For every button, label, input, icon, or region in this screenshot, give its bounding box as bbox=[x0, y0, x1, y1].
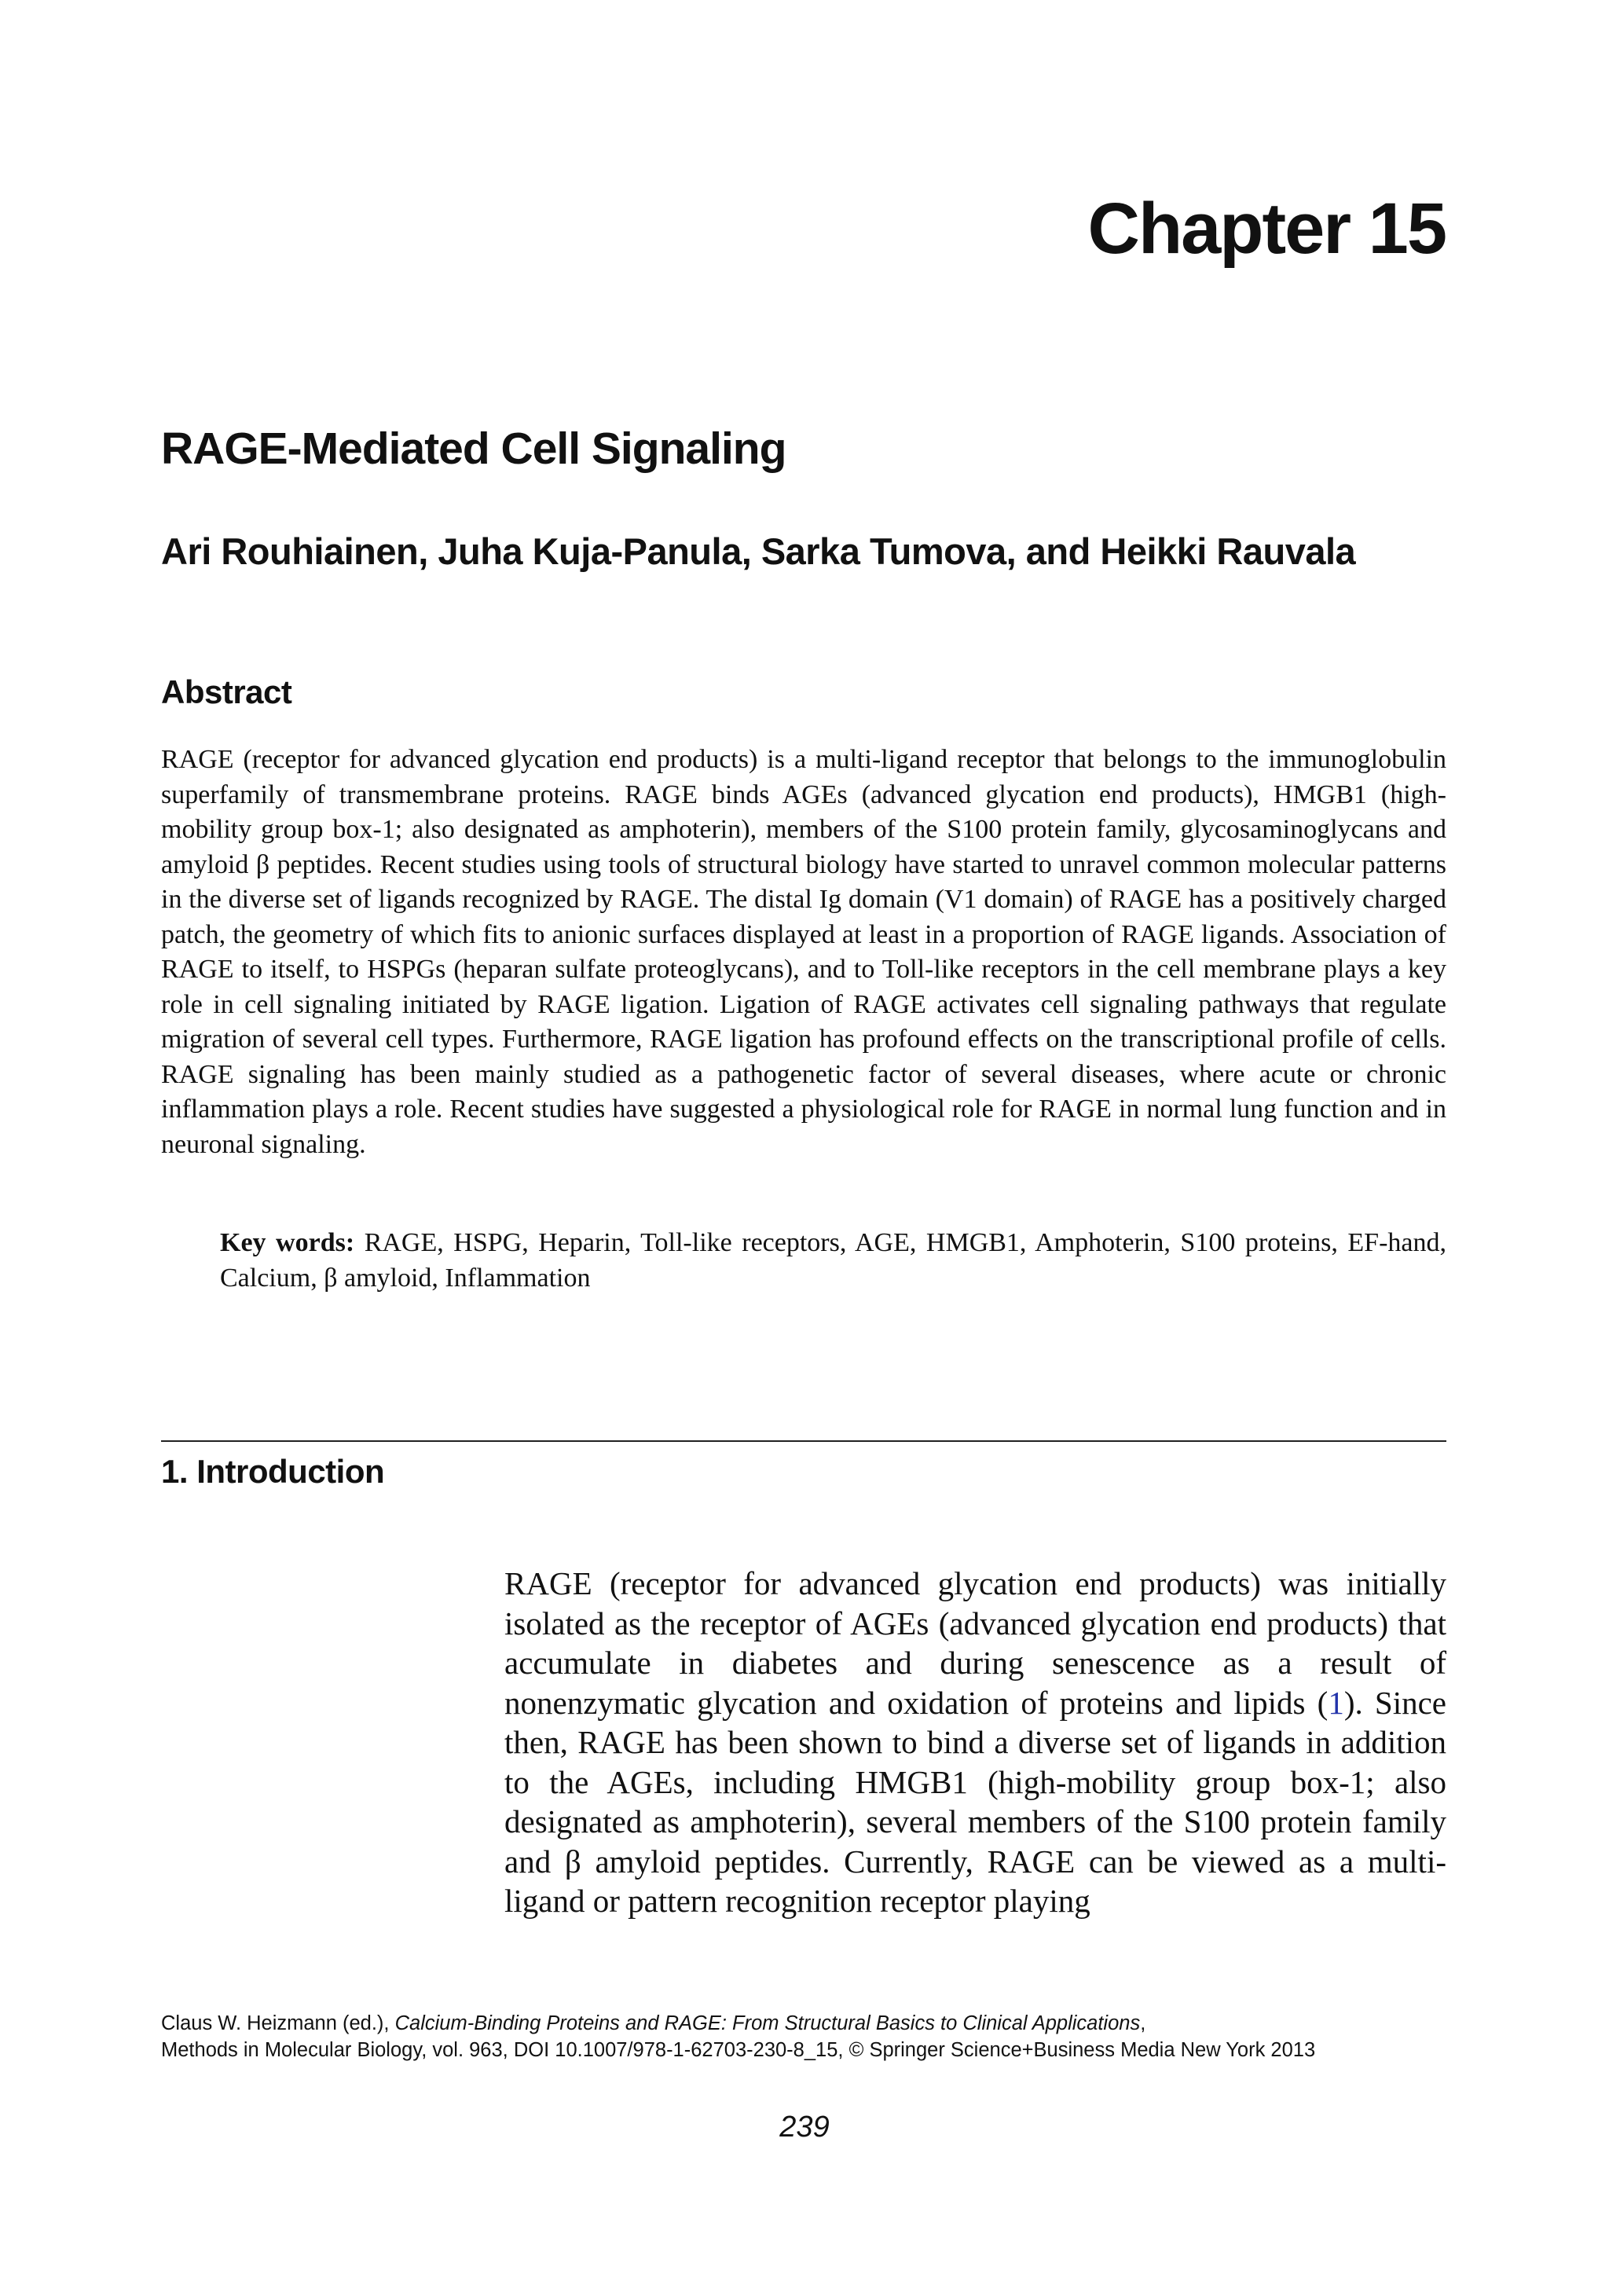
abstract-text: RAGE (receptor for advanced glycation end products) is a multi-ligand receptor that belongs to the immunoglobulin superfamily of transmembrane proteins. RAGE binds AGEs (advanced glycation end products), HMGB1 (high-mobility group box-1; also designated as amphoterin), members of the S100 protein family, glycosaminoglycans and amyloid β peptides. Recent studies using tools of structural biology have started to unravel common molecular patterns in the diverse set of ligands recognized by RAGE. The distal Ig domain (V1 domain) of RAGE has a positively charged patch, the geometry of which fits to anionic surfaces displayed at least in a proportion of RAGE ligands. Association of RAGE to itself, to HSPGs (heparan sulfate proteoglycans), and to Toll-like receptors in the cell membrane plays a key role in cell signaling initiated by RAGE ligation. Ligation of RAGE activates cell signaling pathways that regulate migration of several cell types. Furthermore, RAGE ligation has profound effects on the transcriptional profile of cells. RAGE signaling has been mainly studied as a pathogenetic factor of several diseases, where acute or chronic inflammation plays a role. Recent studies have suggested a physiological role for RAGE in normal lung function and in neuronal signaling. bbox=[161, 745, 1446, 1159]
footer-citation bbox=[161, 2010, 1497, 2063]
introduction-heading: 1. Introduction bbox=[161, 1453, 385, 1490]
keywords-list: RAGE, HSPG, Heparin, Toll-like receptors, AGE, HMGB1, Amphoterin, S100 proteins, EF-hand, Calcium, β amyloid, Inflammation bbox=[220, 1228, 1446, 1293]
footer-line-1 bbox=[161, 2010, 1497, 2037]
footer-line-2: Methods in Molecular Biology, vol. 963, DOI 10.1007/978-1-62703-230-8_15, © Springer Science+Business Media New York 2013 bbox=[161, 2039, 1316, 2061]
section-divider bbox=[161, 1440, 1446, 1442]
abstract-heading: Abstract bbox=[161, 673, 292, 710]
citation-link[interactable]: 1 bbox=[1328, 1684, 1344, 1721]
keywords-label: Key words: bbox=[220, 1228, 355, 1257]
introduction-text bbox=[504, 1564, 1446, 1921]
introduction-text-part-1: RAGE (receptor for advanced glycation end products) was initially isolated as the receptor of AGEs (advanced glycation end products) that accumulate in diabetes and during senescence as a result of nonenzymatic glycation and oxidation of proteins and lipids ( bbox=[504, 1565, 1446, 1721]
footer-book-title-suffix: , bbox=[1140, 2012, 1146, 2034]
chapter-label: Chapter 15 bbox=[1087, 189, 1446, 269]
article-authors: Ari Rouhiainen, Juha Kuja-Panula, Sarka Tumova, and Heikki Rauvala bbox=[161, 530, 1356, 572]
introduction-text-part-2: ). Since then, RAGE has been shown to bind a diverse set of ligands in addition to the AGEs, including HMGB1 (high-mobility group box-1; also designated as amphoterin), several members of the S100 protein family and β amyloid peptides. Currently, RAGE can be viewed as a multi-ligand or pattern recognition receptor playing bbox=[504, 1684, 1446, 1919]
footer-editor: Claus W. Heizmann (ed.), bbox=[161, 2012, 390, 2034]
page-number: 239 bbox=[779, 2111, 830, 2144]
footer-book-title: Calcium-Binding Proteins and RAGE: From Structural Basics to Clinical Applications bbox=[394, 2012, 1141, 2034]
keywords bbox=[220, 1226, 1446, 1296]
article-title: RAGE-Mediated Cell Signaling bbox=[161, 424, 786, 474]
